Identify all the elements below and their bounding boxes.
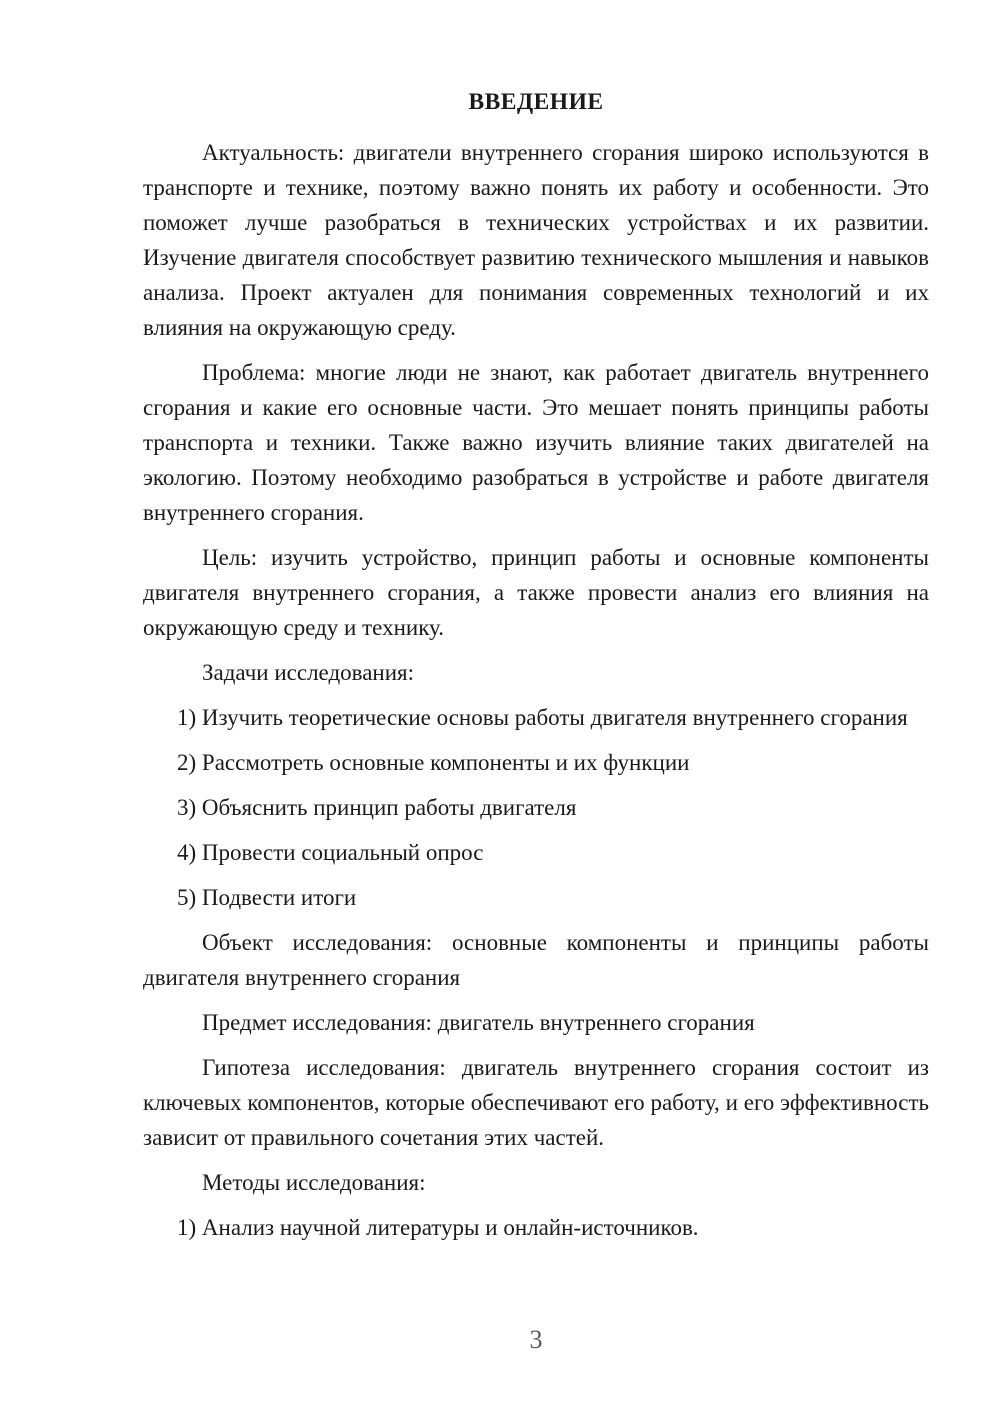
- page-number: 3: [529, 1325, 543, 1354]
- methods-heading: Методы исследования:: [202, 1170, 426, 1195]
- tasks-heading: Задачи исследования:: [202, 660, 415, 685]
- paragraph-relevance: Актуальность: двигатели внутреннего сгорания широко используются в транспорте и технике, поэтому важно понять их работу и особенности. Это поможет лучше разобраться в технических устройствах и их развитии. Изучение двигателя способствует развитию технического мышления и навыков анализа. Проект актуален для понимания современных технологий и их влияния на окружающую среду.: [143, 140, 929, 340]
- paragraph-object: Объект исследования: основные компоненты и принципы работы двигателя внутреннего сгорания: [143, 930, 929, 990]
- paragraph-problem: Проблема: многие люди не знают, как работает двигатель внутреннего сгорания и какие его основные части. Это мешает понять принципы работы транспорта и техники. Также важно изучить влияние таких двигателей на экологию. Поэтому необходимо разобраться в устройстве и работе двигателя внутреннего сгорания.: [143, 360, 929, 525]
- paragraph-subject: Предмет исследования: двигатель внутреннего сгорания: [202, 1010, 755, 1035]
- task-item-5: 5) Подвести итоги: [177, 885, 357, 910]
- task-item-4: 4) Провести социальный опрос: [177, 840, 484, 865]
- task-item-1: 1) Изучить теоретические основы работы двигателя внутреннего сгорания: [177, 705, 908, 730]
- page-title: ВВЕДЕНИЕ: [468, 89, 604, 115]
- paragraph-hypothesis: Гипотеза исследования: двигатель внутреннего сгорания состоит из ключевых компонентов, которые обеспечивают его работу, и его эффективность зависит от правильного сочетания этих частей.: [143, 1055, 929, 1150]
- task-item-2: 2) Рассмотреть основные компоненты и их функции: [177, 750, 690, 775]
- method-item-1: 1) Анализ научной литературы и онлайн-источников.: [177, 1215, 699, 1240]
- task-item-3: 3) Объяснить принцип работы двигателя: [177, 795, 577, 820]
- paragraph-goal: Цель: изучить устройство, принцип работы и основные компоненты двигателя внутреннего сгорания, а также провести анализ его влияния на окружающую среду и технику.: [143, 545, 929, 640]
